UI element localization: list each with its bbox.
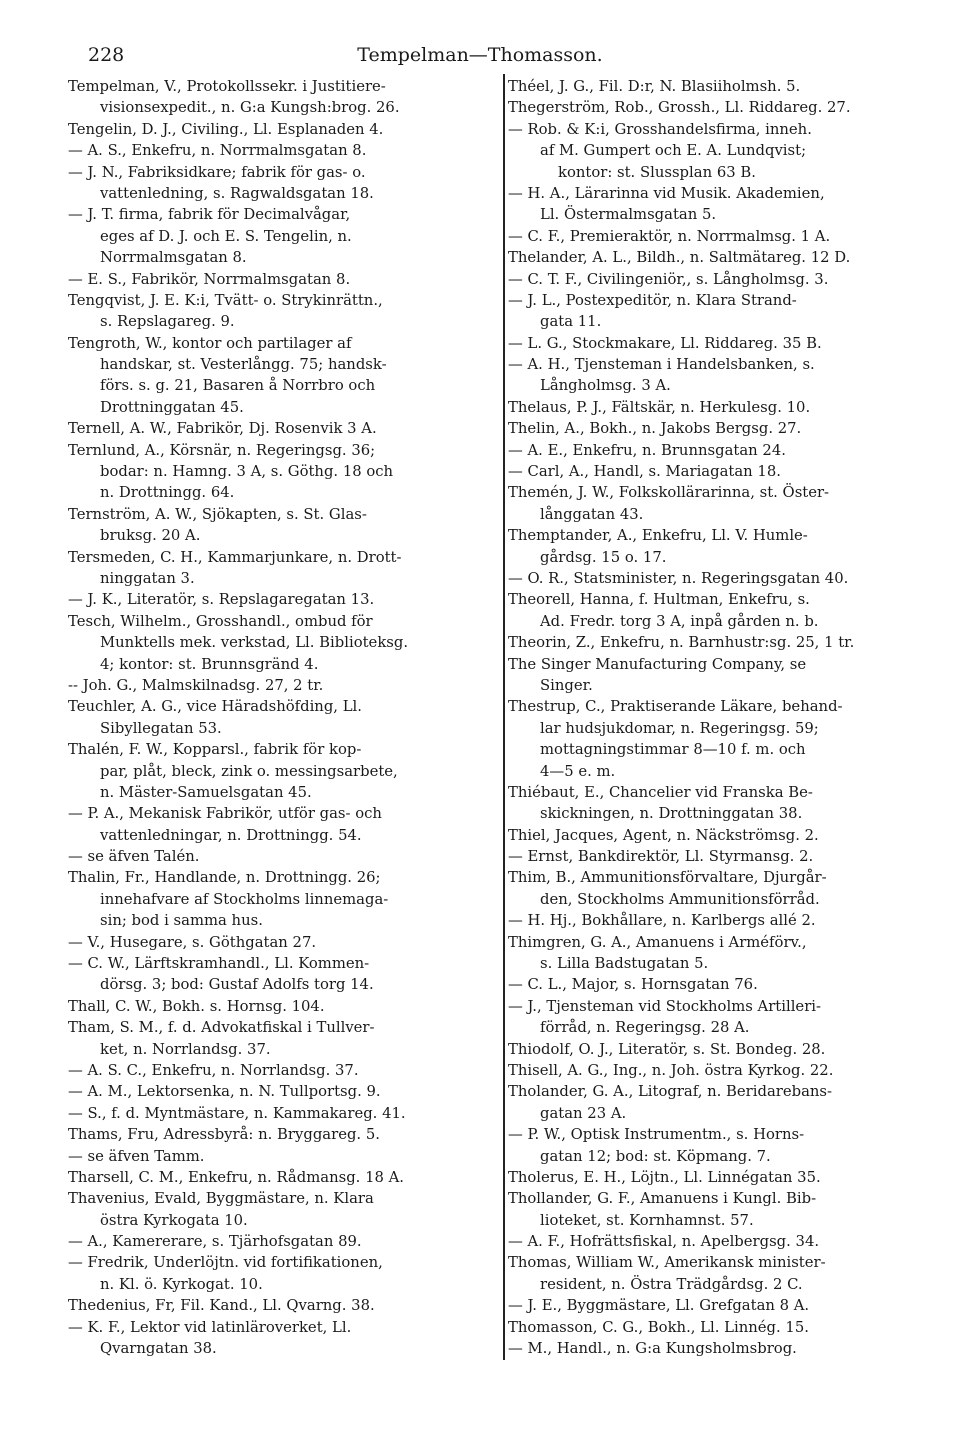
directory-line: — J. N., Fabriksidkare; fabrik för gas- o. (68, 163, 366, 181)
directory-line: Tersmeden, C. H., Kammarjunkare, n. Drott- (68, 548, 402, 566)
directory-line: Tempelman, V., Protokollssekr. i Justitiere- (68, 78, 386, 95)
directory-line: — P. W., Optisk Instrumentm., s. Horns- (508, 1126, 805, 1144)
directory-line: — A. H., Tjensteman i Handelsbanken, s. (508, 356, 815, 374)
directory-line: — P. A., Mekanisk Fabrikör, utför gas- och (68, 805, 382, 823)
directory-line: Qvarngatan 38. (100, 1340, 217, 1358)
directory-line: — V., Husegare, s. Göthgatan 27. (68, 933, 317, 951)
directory-line: lar hudsjukdomar, n. Regeringsg. 59; (540, 719, 819, 737)
directory-line: kontor: st. Slussplan 63 B. (558, 163, 756, 181)
directory-line: Ternell, A. W., Fabrikör, Dj. Rosenvik 3 A. (68, 420, 377, 438)
page-number: 228 (88, 44, 125, 66)
directory-line: — S., f. d. Myntmästare, n. Kammakareg. 41. (68, 1104, 406, 1122)
directory-line: Tharsell, C. M., Enkefru, n. Rådmansg. 18 A. (68, 1168, 405, 1186)
directory-line: Drottninggatan 45. (100, 398, 244, 416)
directory-line: ket, n. Norrlandsg. 37. (100, 1040, 271, 1058)
directory-line: Ternström, A. W., Sjökapten, s. St. Glas- (68, 505, 367, 523)
directory-line: Théel, J. G., Fil. D:r, N. Blasiiholmsh. 5. (508, 78, 801, 95)
directory-line: — se äfven Tamm. (68, 1147, 205, 1165)
directory-line: Thomas, William W., Amerikansk minister- (508, 1254, 826, 1272)
directory-line: Sibyllegatan 53. (100, 719, 222, 737)
directory-line: förs. s. g. 21, Basaren å Norrbro och (100, 377, 376, 395)
directory-line: — L. G., Stockmakare, Ll. Riddareg. 35 B. (508, 334, 822, 352)
directory-line: — C. W., Lärftskramhandl., Ll. Kommen- (68, 955, 370, 973)
directory-line: Theorin, Z., Enkefru, n. Barnhustr:sg. 25, 1 tr. (508, 634, 855, 652)
directory-line: bruksg. 20 A. (100, 527, 201, 545)
directory-line: långgatan 43. (540, 505, 644, 523)
directory-line: ninggatan 3. (100, 569, 195, 587)
directory-line: — se äfven Talén. (68, 848, 200, 866)
directory-line: Thegerström, Rob., Grossh., Ll. Riddareg. 27. (508, 99, 851, 117)
directory-line: — E. S., Fabrikör, Norrmalmsgatan 8. (68, 270, 351, 288)
directory-line: visionsexpedit., n. G:a Kungsh:brog. 26. (100, 99, 400, 117)
directory-line: Teuchler, A. G., vice Häradshöfding, Ll. (68, 698, 362, 716)
directory-line: par, plåt, bleck, zink o. messingsarbete, (100, 762, 398, 780)
directory-line: sin; bod i samma hus. (100, 912, 263, 930)
directory-line: — A. M., Lektorsenka, n. N. Tullportsg. 9. (68, 1083, 381, 1101)
directory-line: — A. F., Hofrättsfiskal, n. Apelbergsg. 34. (508, 1233, 820, 1251)
directory-line: — C. F., Premieraktör, n. Norrmalmsg. 1 A. (508, 227, 831, 245)
directory-line: — A., Kamererare, s. Tjärhofsgatan 89. (68, 1233, 362, 1251)
directory-line: gårdsg. 15 o. 17. (540, 548, 667, 566)
directory-line: — A. S. C., Enkefru, n. Norrlandsg. 37. (68, 1061, 359, 1079)
directory-line: gata 11. (540, 313, 602, 331)
directory-line: — J. L., Postexpeditör, n. Klara Strand- (508, 291, 797, 309)
directory-line: Thiébaut, E., Chancelier vid Franska Be- (508, 783, 813, 801)
directory-line: Norrmalmsgatan 8. (100, 249, 247, 267)
directory-line: lioteket, st. Kornhamnst. 57. (540, 1211, 754, 1229)
directory-line: — J., Tjensteman vid Stockholms Artilleri- (508, 997, 821, 1015)
directory-line: Munktells mek. verkstad, Ll. Biblioteksg. (100, 634, 409, 652)
directory-line: vattenledning, s. Ragwaldsgatan 18. (100, 184, 374, 202)
directory-line: s. Lilla Badstugatan 5. (540, 955, 709, 973)
directory-line: Themén, J. W., Folkskollärarinna, st. Öster- (508, 484, 830, 502)
directory-line: Tham, S. M., f. d. Advokatfiskal i Tullver- (68, 1019, 375, 1037)
directory-line: Thalén, F. W., Kopparsl., fabrik för kop- (68, 741, 362, 759)
directory-line: Thisell, A. G., Ing., n. Joh. östra Kyrkog. 22. (508, 1061, 834, 1079)
directory-line: Thestrup, C., Praktiserande Läkare, behand- (508, 698, 843, 716)
column-divider (503, 74, 505, 1360)
directory-line: — Fredrik, Underlöjtn. vid fortifikationen, (68, 1254, 383, 1272)
directory-line: — J. T. firma, fabrik för Decimalvågar, (68, 206, 351, 224)
directory-line: — A. E., Enkefru, n. Brunnsgatan 24. (508, 441, 786, 459)
directory-line: 4; kontor: st. Brunnsgränd 4. (100, 655, 319, 673)
directory-line: Tholerus, E. H., Löjtn., Ll. Linnégatan 35. (508, 1168, 821, 1186)
directory-line: den, Stockholms Ammunitionsförråd. (540, 890, 820, 908)
directory-line: — K. F., Lektor vid latinläroverket, Ll. (68, 1318, 352, 1336)
directory-line: — O. R., Statsminister, n. Regeringsgatan 40. (508, 569, 849, 587)
directory-line: Ternlund, A., Körsnär, n. Regeringsg. 36; (68, 441, 376, 459)
directory-line: gatan 23 A. (540, 1104, 627, 1122)
directory-line: n. Kl. ö. Kyrkogat. 10. (100, 1275, 263, 1293)
directory-line: förråd, n. Regeringsg. 28 A. (540, 1019, 750, 1037)
left-column (68, 76, 498, 1359)
directory-line: mottagningstimmar 8—10 f. m. och (540, 741, 806, 759)
directory-line: skickningen, n. Drottninggatan 38. (540, 805, 803, 823)
directory-line: Långholmsg. 3 A. (540, 377, 671, 395)
directory-line: af M. Gumpert och E. A. Lundqvist; (540, 142, 807, 160)
directory-line: innehafvare af Stockholms linnemaga- (100, 890, 389, 908)
directory-line: Thedenius, Fr, Fil. Kand., Ll. Qvarng. 38. (68, 1297, 375, 1315)
directory-line: östra Kyrkogata 10. (100, 1211, 248, 1229)
directory-line: Tholander, G. A., Litograf, n. Beridarebans- (508, 1083, 833, 1101)
directory-line: eges af D. J. och E. S. Tengelin, n. (100, 227, 352, 245)
directory-line: bodar: n. Hamng. 3 A, s. Göthg. 18 och (100, 463, 394, 481)
directory-line: Tengqvist, J. E. K:i, Tvätt- o. Strykinrättn., (68, 291, 383, 309)
directory-line: Thelander, A. L., Bildh., n. Saltmätareg. 12 D. (508, 249, 851, 267)
directory-line: Thelaus, P. J., Fältskär, n. Herkulesg. 10. (508, 398, 811, 416)
directory-line: — A. S., Enkefru, n. Norrmalmsgatan 8. (68, 142, 367, 160)
right-column (508, 76, 940, 1359)
directory-line: Tengelin, D. J., Civiling., Ll. Esplanaden 4. (68, 120, 384, 138)
directory-line: Thams, Fru, Adressbyrå: n. Bryggareg. 5. (68, 1126, 380, 1144)
directory-line: Thiodolf, O. J., Literatör, s. St. Bondeg. 28. (508, 1040, 826, 1058)
directory-line: — Ernst, Bankdirektör, Ll. Styrmansg. 2. (508, 848, 814, 866)
directory-line: Thomasson, C. G., Bokh., Ll. Linnég. 15. (508, 1318, 809, 1336)
directory-line: -- Joh. G., Malmskilnadsg. 27, 2 tr. (68, 676, 324, 694)
directory-line: — H. Hj., Bokhållare, n. Karlbergs allé 2. (508, 912, 816, 930)
directory-line: Tengroth, W., kontor och partilager af (68, 334, 352, 352)
directory-line: — Carl, A., Handl, s. Mariagatan 18. (508, 463, 781, 481)
directory-line: n. Drottningg. 64. (100, 484, 235, 502)
directory-line: n. Mäster-Samuelsgatan 45. (100, 783, 312, 801)
directory-line: Thiel, Jacques, Agent, n. Näckströmsg. 2. (508, 826, 819, 844)
directory-line: Ll. Östermalmsgatan 5. (540, 206, 717, 224)
directory-line: Thim, B., Ammunitionsförvaltare, Djurgår- (508, 869, 827, 887)
directory-line: Theorell, Hanna, f. Hultman, Enkefru, s. (508, 591, 810, 609)
directory-line: The Singer Manufacturing Company, se (508, 655, 807, 673)
directory-line: Singer. (540, 676, 593, 694)
directory-line: Thalin, Fr., Handlande, n. Drottningg. 26; (68, 869, 381, 887)
directory-line: Thollander, G. F., Amanuens i Kungl. Bib- (508, 1190, 817, 1208)
directory-line: 4—5 e. m. (540, 762, 616, 780)
directory-line: vattenledningar, n. Drottningg. 54. (100, 826, 362, 844)
directory-line: handskar, st. Vesterlångg. 75; handsk- (100, 356, 387, 374)
directory-line: — J. K., Literatör, s. Repslagaregatan 13. (68, 591, 375, 609)
directory-line: — Rob. & K:i, Grosshandelsfirma, inneh. (508, 120, 812, 138)
directory-line: Thavenius, Evald, Byggmästare, n. Klara (68, 1190, 374, 1208)
directory-line: gatan 12; bod: st. Köpmang. 7. (540, 1147, 771, 1165)
directory-line: — C. T. F., Civilingeniör,, s. Långholmsg. 3. (508, 270, 829, 288)
directory-line: Ad. Fredr. torg 3 A, inpå gården n. b. (540, 612, 819, 630)
directory-line: — M., Handl., n. G:a Kungsholmsbrog. (508, 1340, 797, 1358)
running-title: Tempelman—Thomasson. (357, 44, 603, 66)
directory-line: — H. A., Lärarinna vid Musik. Akademien, (508, 184, 825, 202)
directory-line: Thimgren, G. A., Amanuens i Arméförv., (508, 933, 807, 951)
directory-line: dörsg. 3; bod: Gustaf Adolfs torg 14. (100, 976, 374, 994)
directory-line: Thall, C. W., Bokh. s. Hornsg. 104. (68, 997, 325, 1015)
directory-line: s. Repslagareg. 9. (100, 313, 235, 331)
directory-line: Themptander, A., Enkefru, Ll. V. Humle- (508, 527, 808, 545)
directory-line: resident, n. Östra Trädgårdsg. 2 C. (540, 1275, 803, 1293)
directory-line: — C. L., Major, s. Hornsgatan 76. (508, 976, 758, 994)
directory-line: — J. E., Byggmästare, Ll. Grefgatan 8 A. (508, 1297, 810, 1315)
directory-line: Tesch, Wilhelm., Grosshandl., ombud för (68, 612, 373, 630)
directory-line: Thelin, A., Bokh., n. Jakobs Bergsg. 27. (508, 420, 802, 438)
